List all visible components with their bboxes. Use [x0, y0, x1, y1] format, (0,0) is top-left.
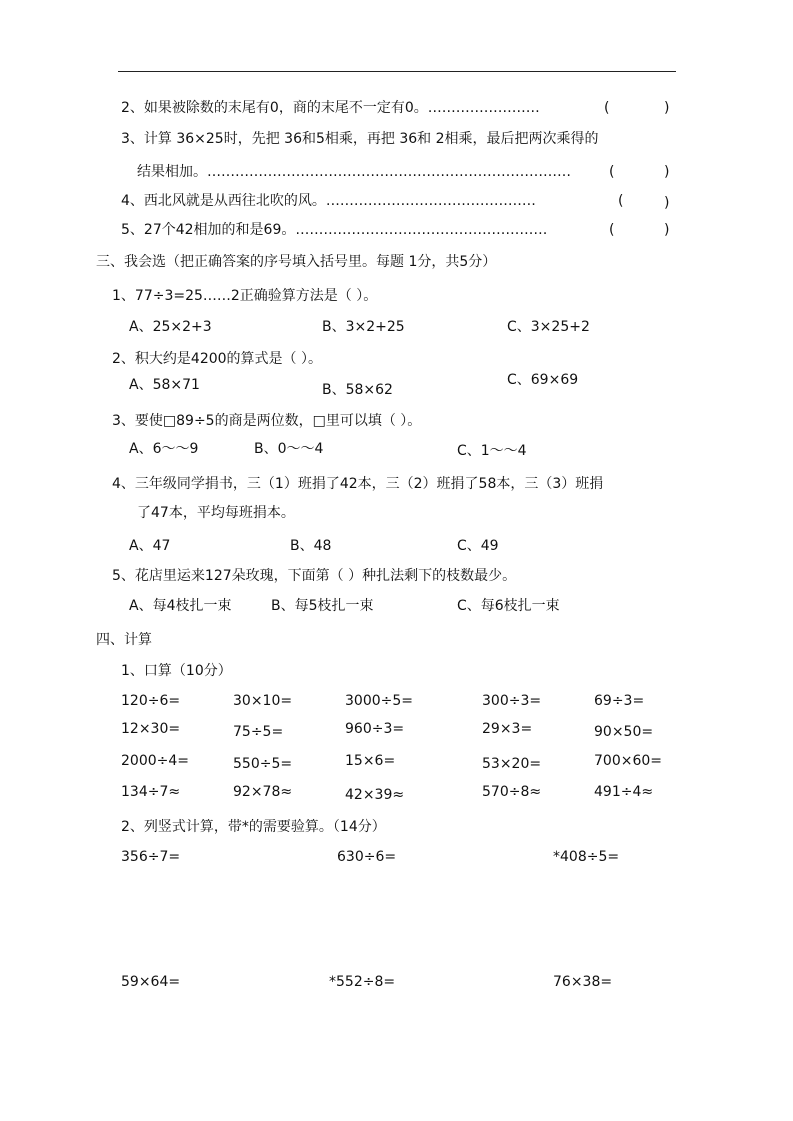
answer-paren-close: ) — [664, 164, 670, 180]
oral-problem: 300÷3= — [482, 693, 542, 709]
oral-problem: 90×50= — [594, 724, 654, 740]
vertical-problem: 76×38= — [553, 974, 613, 990]
choice-q3-stem: 3、要使□89÷5的商是两位数，□里可以填（ ）。 — [112, 413, 422, 429]
choice-q2-option-b: B、58×62 — [322, 382, 393, 398]
oral-problem: 92×78≈ — [233, 784, 293, 800]
oral-problem: 960÷3= — [345, 721, 405, 737]
answer-paren-open: ( — [604, 100, 610, 116]
answer-paren-close: ) — [664, 195, 670, 211]
vertical-problem: 356÷7= — [121, 849, 181, 865]
choice-q5-option-a: A、每4枝扎一束 — [129, 598, 232, 614]
choice-q3-option-a: A、6～～9 — [129, 441, 199, 457]
vertical-problem: 59×64= — [121, 974, 181, 990]
choice-q1-stem: 1、77÷3=25……2正确验算方法是（ ）。 — [112, 288, 378, 304]
oral-problem: 570÷8≈ — [482, 784, 542, 800]
choice-q2-stem: 2、积大约是4200的算式是（ ）。 — [112, 351, 322, 367]
answer-paren-close: ) — [664, 100, 670, 116]
judge-item-2: 2、如果被除数的末尾有0，商的末尾不一定有0。…………………… — [121, 100, 540, 116]
choice-q4-option-c: C、49 — [457, 538, 499, 554]
vertical-problem: *552÷8= — [329, 974, 396, 990]
choice-q3-option-b: B、0～～4 — [254, 441, 324, 457]
oral-problem: 69÷3= — [594, 693, 645, 709]
section-heading-choice: 三、我会选（把正确答案的序号填入括号里。每题 1分，共5分） — [96, 254, 497, 270]
answer-paren-open: ( — [609, 164, 615, 180]
choice-q4-stem-cont: 了47本，平均每班捐本。 — [137, 505, 295, 521]
section-heading-calc: 四、计算 — [96, 632, 152, 648]
answer-paren-open: ( — [609, 222, 615, 238]
judge-item-5: 5、27个42相加的和是69。……………………………………………… — [121, 222, 548, 238]
choice-q4-stem: 4、三年级同学捐书，三（1）班捐了42本，三（2）班捐了58本，三（3）班捐 — [112, 476, 604, 492]
oral-problem: 30×10= — [233, 693, 293, 709]
oral-problem: 53×20= — [482, 756, 542, 772]
choice-q3-option-c: C、1～～4 — [457, 443, 527, 459]
oral-problem: 3000÷5= — [345, 693, 413, 709]
oral-problem: 491÷4≈ — [594, 784, 654, 800]
oral-problem: 29×3= — [482, 721, 533, 737]
choice-q1-option-b: B、3×2+25 — [322, 319, 405, 335]
choice-q1-option-a: A、25×2+3 — [129, 319, 212, 335]
oral-problem: 12×30= — [121, 721, 181, 737]
choice-q5-option-c: C、每6枝扎一束 — [457, 598, 560, 614]
judge-item-3-cont: 结果相加。…………………………………………………………………… — [137, 164, 571, 180]
vertical-problem: 630÷6= — [337, 849, 397, 865]
oral-problem: 120÷6= — [121, 693, 181, 709]
choice-q2-option-c: C、69×69 — [507, 372, 579, 388]
header-rule — [118, 71, 676, 72]
choice-q4-option-b: B、48 — [290, 538, 332, 554]
choice-q5-option-b: B、每5枝扎一束 — [271, 598, 374, 614]
oral-problem: 75÷5= — [233, 724, 284, 740]
oral-problem: 15×6= — [345, 753, 396, 769]
vertical-problem: *408÷5= — [553, 849, 620, 865]
choice-q1-option-c: C、3×25+2 — [507, 319, 590, 335]
judge-item-4: 4、西北风就是从西往北吹的风。……………………………………… — [121, 193, 536, 209]
vertical-calc-heading: 2、列竖式计算，带*的需要验算。（14分） — [121, 819, 386, 835]
oral-problem: 550÷5= — [233, 756, 293, 772]
choice-q4-option-a: A、47 — [129, 538, 171, 554]
oral-problem: 134÷7≈ — [121, 784, 181, 800]
judge-item-3: 3、计算 36×25时，先把 36和5相乘，再把 36和 2相乘，最后把两次乘得的 — [121, 131, 599, 147]
answer-paren-close: ) — [664, 222, 670, 238]
oral-problem: 42×39≈ — [345, 787, 405, 803]
oral-calc-heading: 1、口算（10分） — [121, 663, 232, 679]
choice-q2-option-a: A、58×71 — [129, 377, 200, 393]
oral-problem: 700×60= — [594, 753, 662, 769]
oral-problem: 2000÷4= — [121, 753, 189, 769]
choice-q5-stem: 5、花店里运来127朵玫瑰，下面第（ ）种扎法剩下的枝数最少。 — [112, 568, 517, 584]
answer-paren-open: ( — [618, 193, 624, 209]
